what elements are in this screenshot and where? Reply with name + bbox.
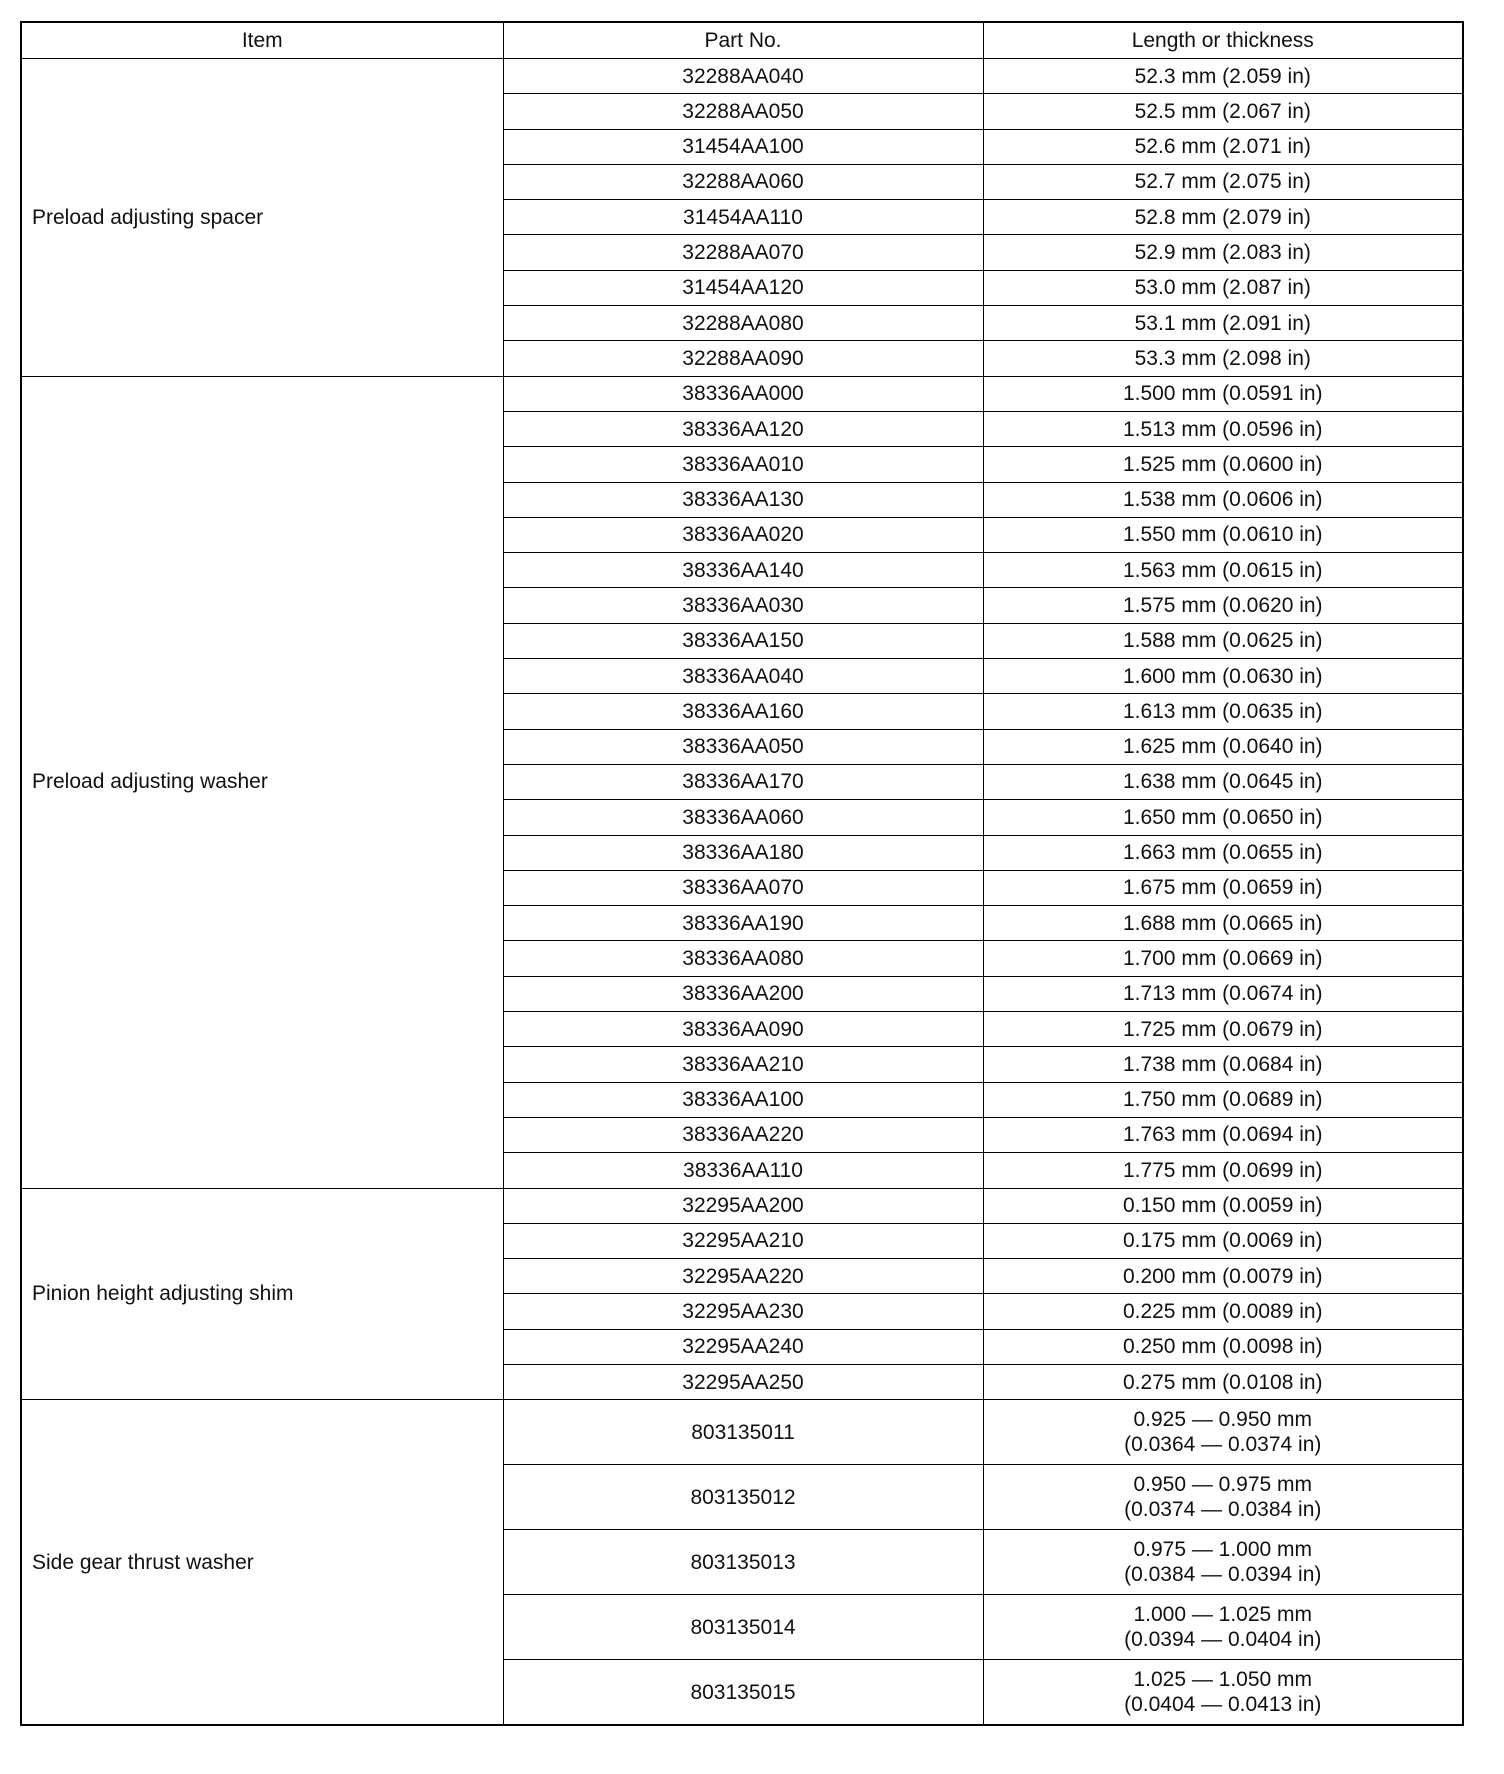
length-mm: 0.975 — 1.000 mm bbox=[1133, 1538, 1313, 1562]
length-cell: 53.0 mm (2.087 in) bbox=[983, 270, 1463, 305]
part-no-cell: 32295AA230 bbox=[503, 1294, 983, 1329]
length-cell: 0.275 mm (0.0108 in) bbox=[983, 1364, 1463, 1399]
parts-specification-table bbox=[20, 21, 1464, 1726]
part-no-cell: 38336AA200 bbox=[503, 976, 983, 1011]
item-cell-preload-adjusting-washer: Preload adjusting washer bbox=[21, 376, 503, 1188]
part-no-cell: 32288AA070 bbox=[503, 235, 983, 270]
part-no-cell: 38336AA140 bbox=[503, 553, 983, 588]
part-no-cell: 803135014 bbox=[503, 1595, 983, 1660]
part-no-cell: 31454AA100 bbox=[503, 129, 983, 164]
part-no-cell: 38336AA090 bbox=[503, 1012, 983, 1047]
length-cell: 1.588 mm (0.0625 in) bbox=[983, 623, 1463, 658]
item-cell-side-gear-thrust-washer: Side gear thrust washer bbox=[21, 1400, 503, 1726]
length-cell: 1.738 mm (0.0684 in) bbox=[983, 1047, 1463, 1082]
part-no-cell: 803135012 bbox=[503, 1465, 983, 1530]
length-cell: 1.675 mm (0.0659 in) bbox=[983, 870, 1463, 905]
part-no-cell: 38336AA190 bbox=[503, 906, 983, 941]
header-item: Item bbox=[21, 22, 503, 59]
part-no-cell: 38336AA120 bbox=[503, 411, 983, 446]
length-cell: 1.500 mm (0.0591 in) bbox=[983, 376, 1463, 411]
length-cell: 1.713 mm (0.0674 in) bbox=[983, 976, 1463, 1011]
length-mm: 0.950 — 0.975 mm bbox=[1133, 1473, 1313, 1497]
part-no-cell: 38336AA040 bbox=[503, 659, 983, 694]
part-no-cell: 32288AA080 bbox=[503, 306, 983, 341]
length-cell: 0.250 mm (0.0098 in) bbox=[983, 1329, 1463, 1364]
length-cell: 0.175 mm (0.0069 in) bbox=[983, 1223, 1463, 1258]
length-cell: 0.200 mm (0.0079 in) bbox=[983, 1259, 1463, 1294]
length-cell: 1.525 mm (0.0600 in) bbox=[983, 447, 1463, 482]
length-cell bbox=[983, 1400, 1463, 1465]
length-in: (0.0364 — 0.0374 in) bbox=[1124, 1433, 1322, 1457]
part-no-cell: 31454AA120 bbox=[503, 270, 983, 305]
part-no-cell: 38336AA170 bbox=[503, 764, 983, 799]
part-no-cell: 38336AA110 bbox=[503, 1153, 983, 1188]
part-no-cell: 32295AA200 bbox=[503, 1188, 983, 1223]
length-cell: 1.600 mm (0.0630 in) bbox=[983, 659, 1463, 694]
length-cell: 1.550 mm (0.0610 in) bbox=[983, 517, 1463, 552]
table-body bbox=[21, 59, 1463, 1726]
part-no-cell: 38336AA000 bbox=[503, 376, 983, 411]
length-cell: 1.663 mm (0.0655 in) bbox=[983, 835, 1463, 870]
part-no-cell: 38336AA070 bbox=[503, 870, 983, 905]
length-cell bbox=[983, 1530, 1463, 1595]
length-cell: 1.750 mm (0.0689 in) bbox=[983, 1082, 1463, 1117]
part-no-cell: 803135013 bbox=[503, 1530, 983, 1595]
length-cell bbox=[983, 1595, 1463, 1660]
length-in: (0.0404 — 0.0413 in) bbox=[1124, 1693, 1322, 1717]
length-cell bbox=[983, 1660, 1463, 1726]
header-part-no: Part No. bbox=[503, 22, 983, 59]
table-row bbox=[21, 376, 1463, 411]
length-cell: 52.9 mm (2.083 in) bbox=[983, 235, 1463, 270]
part-no-cell: 38336AA160 bbox=[503, 694, 983, 729]
length-cell: 1.700 mm (0.0669 in) bbox=[983, 941, 1463, 976]
header-length: Length or thickness bbox=[983, 22, 1463, 59]
item-cell-preload-adjusting-spacer: Preload adjusting spacer bbox=[21, 59, 503, 377]
part-no-cell: 38336AA020 bbox=[503, 517, 983, 552]
part-no-cell: 38336AA010 bbox=[503, 447, 983, 482]
length-cell: 53.3 mm (2.098 in) bbox=[983, 341, 1463, 376]
length-cell: 52.7 mm (2.075 in) bbox=[983, 164, 1463, 199]
part-no-cell: 32295AA220 bbox=[503, 1259, 983, 1294]
part-no-cell: 803135015 bbox=[503, 1660, 983, 1726]
length-cell: 1.650 mm (0.0650 in) bbox=[983, 800, 1463, 835]
part-no-cell: 32295AA210 bbox=[503, 1223, 983, 1258]
length-cell: 52.6 mm (2.071 in) bbox=[983, 129, 1463, 164]
part-no-cell: 38336AA100 bbox=[503, 1082, 983, 1117]
length-cell: 52.8 mm (2.079 in) bbox=[983, 200, 1463, 235]
length-cell: 52.5 mm (2.067 in) bbox=[983, 94, 1463, 129]
part-no-cell: 38336AA150 bbox=[503, 623, 983, 658]
table-row bbox=[21, 59, 1463, 94]
table-row bbox=[21, 1400, 1463, 1465]
part-no-cell: 32288AA090 bbox=[503, 341, 983, 376]
length-cell: 1.613 mm (0.0635 in) bbox=[983, 694, 1463, 729]
part-no-cell: 38336AA130 bbox=[503, 482, 983, 517]
length-in: (0.0374 — 0.0384 in) bbox=[1124, 1498, 1322, 1522]
length-cell: 1.513 mm (0.0596 in) bbox=[983, 411, 1463, 446]
length-in: (0.0384 — 0.0394 in) bbox=[1124, 1563, 1322, 1587]
length-cell: 1.538 mm (0.0606 in) bbox=[983, 482, 1463, 517]
part-no-cell: 38336AA060 bbox=[503, 800, 983, 835]
length-cell: 1.688 mm (0.0665 in) bbox=[983, 906, 1463, 941]
part-no-cell: 38336AA030 bbox=[503, 588, 983, 623]
length-cell: 1.575 mm (0.0620 in) bbox=[983, 588, 1463, 623]
part-no-cell: 32288AA050 bbox=[503, 94, 983, 129]
length-mm: 1.000 — 1.025 mm bbox=[1133, 1603, 1313, 1627]
header-row bbox=[21, 22, 1463, 59]
part-no-cell: 38336AA050 bbox=[503, 729, 983, 764]
part-no-cell: 32295AA250 bbox=[503, 1364, 983, 1399]
part-no-cell: 803135011 bbox=[503, 1400, 983, 1465]
part-no-cell: 31454AA110 bbox=[503, 200, 983, 235]
length-cell: 0.150 mm (0.0059 in) bbox=[983, 1188, 1463, 1223]
length-cell: 1.638 mm (0.0645 in) bbox=[983, 764, 1463, 799]
length-cell: 52.3 mm (2.059 in) bbox=[983, 59, 1463, 94]
table-row bbox=[21, 1188, 1463, 1223]
length-cell: 1.763 mm (0.0694 in) bbox=[983, 1117, 1463, 1152]
length-cell: 0.225 mm (0.0089 in) bbox=[983, 1294, 1463, 1329]
part-no-cell: 32295AA240 bbox=[503, 1329, 983, 1364]
length-cell: 1.625 mm (0.0640 in) bbox=[983, 729, 1463, 764]
part-no-cell: 32288AA060 bbox=[503, 164, 983, 199]
length-cell: 53.1 mm (2.091 in) bbox=[983, 306, 1463, 341]
length-in: (0.0394 — 0.0404 in) bbox=[1124, 1628, 1322, 1652]
length-mm: 1.025 — 1.050 mm bbox=[1133, 1668, 1313, 1692]
length-cell: 1.725 mm (0.0679 in) bbox=[983, 1012, 1463, 1047]
length-cell bbox=[983, 1465, 1463, 1530]
part-no-cell: 38336AA220 bbox=[503, 1117, 983, 1152]
part-no-cell: 38336AA080 bbox=[503, 941, 983, 976]
item-cell-pinion-height-adjusting-shim: Pinion height adjusting shim bbox=[21, 1188, 503, 1400]
length-cell: 1.775 mm (0.0699 in) bbox=[983, 1153, 1463, 1188]
part-no-cell: 38336AA180 bbox=[503, 835, 983, 870]
length-cell: 1.563 mm (0.0615 in) bbox=[983, 553, 1463, 588]
part-no-cell: 32288AA040 bbox=[503, 59, 983, 94]
length-mm: 0.925 — 0.950 mm bbox=[1133, 1408, 1313, 1432]
part-no-cell: 38336AA210 bbox=[503, 1047, 983, 1082]
